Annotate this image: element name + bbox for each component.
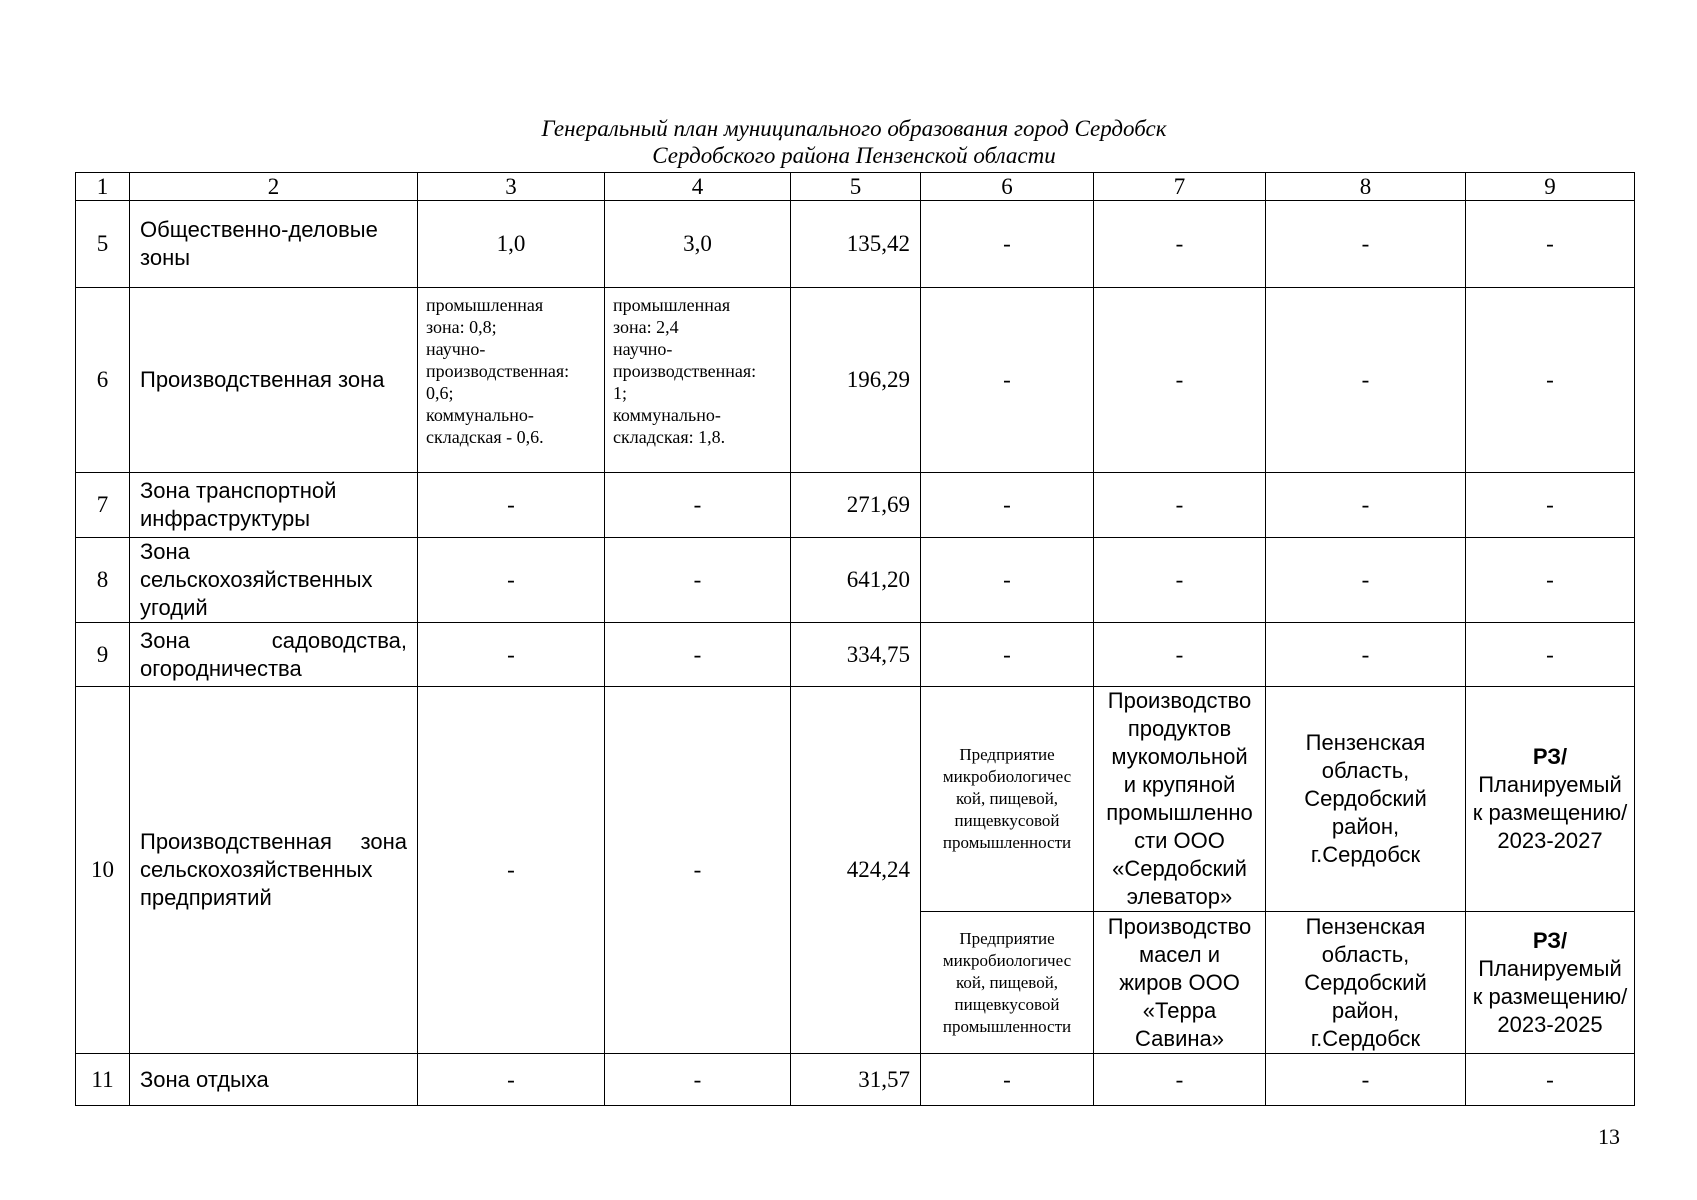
cell-line: предприятий — [140, 885, 272, 910]
area-value: 424,24 — [791, 687, 921, 1054]
cell-line: пищевкусовой — [954, 811, 1060, 830]
cell-line: Сердобский — [1304, 969, 1427, 995]
table-cell: - — [1466, 623, 1635, 687]
location-cell — [1266, 912, 1466, 1054]
cell-line: Производственная зона — [140, 829, 407, 854]
cell-line: элеватор» — [1126, 884, 1233, 909]
cell-line: угодий — [140, 595, 208, 620]
table-cell: - — [921, 473, 1094, 538]
cell-line: огородничества — [140, 655, 302, 681]
column-header: 9 — [1466, 173, 1635, 201]
row-number: 9 — [76, 623, 130, 687]
status-cell — [1466, 912, 1635, 1054]
cell-line: коммунально- — [613, 405, 721, 425]
cell-line: район, — [1331, 814, 1400, 839]
cell-line: складская - 0,6. — [426, 427, 544, 447]
zone-name: Зона отдыха — [130, 1054, 418, 1106]
cell-line: пищевкусовой — [954, 994, 1060, 1014]
cell-line: Пензенская — [1305, 913, 1426, 939]
cell-line: продуктов — [1127, 716, 1232, 741]
table-cell: - — [605, 1054, 791, 1106]
cell-line: промышленная — [426, 295, 544, 315]
table-cell: - — [921, 288, 1094, 473]
table-cell: - — [418, 623, 605, 687]
enterprise-type-cell — [921, 687, 1094, 912]
zone-name: Производственная зона — [130, 288, 418, 473]
cell-line: кой, пищевой, — [955, 972, 1059, 992]
zone-name: Общественно-деловые зоны — [130, 201, 418, 288]
table-row — [76, 623, 1635, 687]
area-value: 334,75 — [791, 623, 921, 687]
row-number: 10 — [76, 687, 130, 1054]
cell-line: Предприятие — [959, 745, 1055, 764]
table-cell: 1,0 — [418, 201, 605, 288]
table-row — [76, 288, 1635, 473]
table-cell: - — [1466, 1054, 1635, 1106]
table-cell: - — [1466, 538, 1635, 623]
cell-line: складская: 1,8. — [613, 427, 726, 447]
zone-name — [130, 473, 418, 538]
document-title: Генеральный план муниципального образования город Сердобск — [541, 116, 1167, 141]
cell-line: область, — [1321, 941, 1410, 967]
column-header: 2 — [130, 173, 418, 201]
column-header: 1 — [76, 173, 130, 201]
cell-line: сельскохозяйственных — [140, 567, 373, 592]
table-cell: - — [605, 473, 791, 538]
cell-line: научно- — [613, 339, 673, 359]
table-cell: - — [1094, 288, 1266, 473]
cell-line: научно- — [426, 339, 486, 359]
row-number: 7 — [76, 473, 130, 538]
enterprise-name-cell — [1094, 687, 1266, 912]
table-cell: - — [605, 623, 791, 687]
table-cell: - — [418, 473, 605, 538]
column-header: 7 — [1094, 173, 1266, 201]
cell-line: производственная: — [613, 361, 757, 381]
row-number: 6 — [76, 288, 130, 473]
cell-line: сти ООО — [1134, 828, 1225, 853]
cell-line: «Сердобский — [1112, 856, 1247, 881]
cell-line: и крупяной — [1123, 772, 1236, 797]
table-cell — [605, 288, 791, 473]
header-row — [76, 173, 1635, 201]
cell-line: масел и — [1138, 941, 1221, 967]
table-row — [76, 538, 1635, 623]
row-number: 8 — [76, 538, 130, 623]
table-cell: - — [605, 538, 791, 623]
table-cell: - — [1094, 538, 1266, 623]
cell-line: мукомольной — [1111, 744, 1248, 769]
area-value: 196,29 — [791, 288, 921, 473]
cell-line: Сердобский — [1304, 786, 1427, 811]
cell-line: промышленная — [613, 295, 731, 315]
document-subtitle: Сердобского района Пензенской области — [652, 143, 1056, 168]
table-cell: - — [1266, 201, 1466, 288]
table-cell — [418, 288, 605, 473]
table-cell: - — [1266, 473, 1466, 538]
area-value: 31,57 — [791, 1054, 921, 1106]
cell-line: Производство — [1107, 913, 1252, 939]
cell-line: Зона садоводства, — [140, 627, 407, 653]
cell-line: Зона — [140, 539, 190, 564]
table-cell: - — [921, 201, 1094, 288]
cell-line: область, — [1321, 758, 1410, 783]
zone-name — [130, 687, 418, 1054]
cell-line: район, — [1331, 997, 1400, 1023]
cell-line: Зона транспортной — [140, 478, 337, 503]
table-cell: - — [921, 538, 1094, 623]
cell-line: 2023-2027 — [1497, 828, 1603, 853]
zone-name — [130, 538, 418, 623]
zones-table — [75, 172, 1635, 1106]
cell-line: микробиологичес — [942, 950, 1072, 970]
cell-line: микробиологичес — [942, 767, 1072, 786]
cell-line: Предприятие — [959, 928, 1055, 948]
table-cell: - — [1094, 473, 1266, 538]
table-cell: - — [1466, 473, 1635, 538]
cell-line: коммунально- — [426, 405, 534, 425]
table-row — [76, 201, 1635, 288]
cell-line: «Терра — [1142, 997, 1217, 1023]
location-cell — [1266, 687, 1466, 912]
cell-line: г.Сердобск — [1310, 842, 1421, 867]
cell-line: инфраструктуры — [140, 506, 311, 531]
table-cell: 3,0 — [605, 201, 791, 288]
table-cell: - — [921, 1054, 1094, 1106]
area-value: 271,69 — [791, 473, 921, 538]
row-number: 11 — [76, 1054, 130, 1106]
cell-line: г.Сердобск — [1310, 1025, 1421, 1051]
cell-line: производственная: — [426, 361, 570, 381]
cell-line: зона: 2,4 — [613, 317, 679, 337]
cell-line: промышленно — [1106, 800, 1253, 825]
cell-line: зона: 0,8; — [426, 317, 497, 337]
table-cell: - — [1266, 1054, 1466, 1106]
cell-line: Пензенская — [1305, 730, 1426, 755]
enterprise-type-cell — [921, 912, 1094, 1054]
cell-line: Производство — [1107, 688, 1252, 713]
table-cell: - — [1466, 288, 1635, 473]
cell-line: 1; — [613, 383, 628, 403]
column-header: 6 — [921, 173, 1094, 201]
area-value: 641,20 — [791, 538, 921, 623]
table-row — [76, 473, 1635, 538]
cell-line: промышленности — [942, 833, 1072, 852]
cell-line: 0,6; — [426, 383, 454, 403]
cell-line: жиров ООО — [1119, 969, 1240, 995]
column-header: 3 — [418, 173, 605, 201]
table-cell: - — [1094, 623, 1266, 687]
zone-name — [130, 623, 418, 687]
cell-line: Савина» — [1135, 1025, 1224, 1051]
area-value: 135,42 — [791, 201, 921, 288]
column-header: 5 — [791, 173, 921, 201]
table-cell: - — [921, 623, 1094, 687]
cell-line: РЗ/ — [1532, 927, 1568, 953]
cell-line: к размещению/ — [1472, 800, 1628, 825]
cell-line: 2023-2025 — [1497, 1011, 1603, 1037]
table-cell: - — [1266, 288, 1466, 473]
table-cell: - — [1266, 623, 1466, 687]
table-cell: - — [1094, 201, 1266, 288]
column-header: 4 — [605, 173, 791, 201]
table-cell: - — [418, 1054, 605, 1106]
page-number: 13 — [1598, 1124, 1620, 1149]
cell-line: к размещению/ — [1472, 983, 1628, 1009]
cell-line: кой, пищевой, — [955, 789, 1059, 808]
cell-line: Планируемый — [1478, 772, 1622, 797]
table-row — [76, 687, 1635, 912]
cell-line: сельскохозяйственных — [140, 857, 373, 882]
column-header: 8 — [1266, 173, 1466, 201]
table-cell: - — [418, 538, 605, 623]
enterprise-name-cell — [1094, 912, 1266, 1054]
row-number: 5 — [76, 201, 130, 288]
table-cell: - — [1466, 201, 1635, 288]
cell-line: промышленности — [942, 1016, 1072, 1036]
cell-line: Планируемый — [1478, 955, 1622, 981]
table-row — [76, 1054, 1635, 1106]
table-cell: - — [1094, 1054, 1266, 1106]
table-cell: - — [605, 687, 791, 1054]
status-cell — [1466, 687, 1635, 912]
table-cell: - — [1266, 538, 1466, 623]
cell-line: РЗ/ — [1532, 744, 1568, 769]
table-cell: - — [418, 687, 605, 1054]
